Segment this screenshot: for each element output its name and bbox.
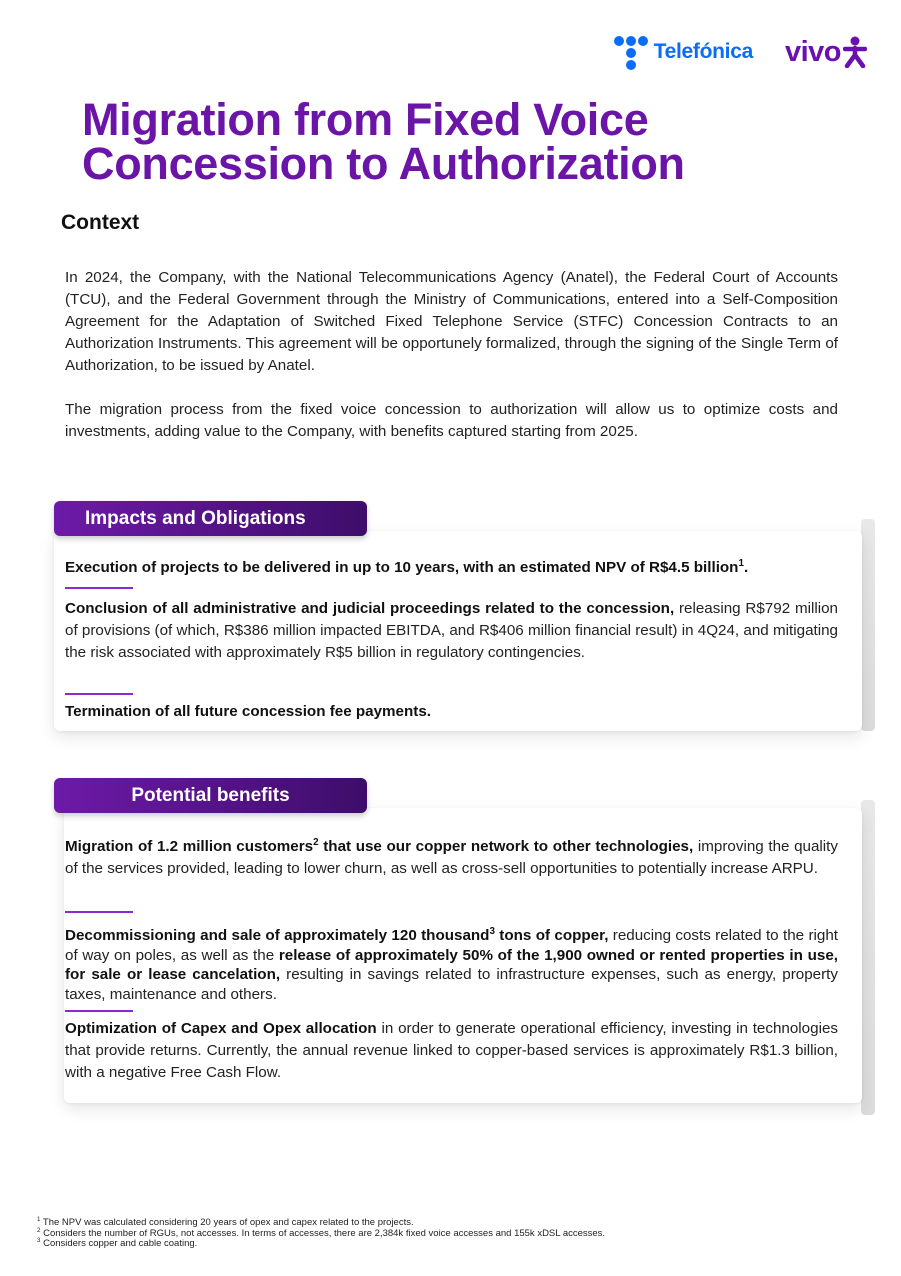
impacts-heading: Impacts and Obligations xyxy=(85,507,306,529)
footnote-2-mark: 2 xyxy=(37,1226,41,1234)
footnote-3-text: Considers copper and cable coating. xyxy=(40,1238,198,1249)
impacts-item-2-bold: Conclusion of all administrative and judicial proceedings related to the concession, xyxy=(65,600,675,617)
page-title xyxy=(82,94,802,189)
benefits-heading: Potential benefits xyxy=(131,784,290,806)
divider xyxy=(65,587,133,589)
divider xyxy=(65,693,133,695)
benefits-item-1-bold-b: that use our copper network to other technologies, xyxy=(318,838,694,855)
benefits-item-2-text-a: reducing costs related to the right of way on poles, as well as the xyxy=(65,927,838,964)
impacts-item-3 xyxy=(65,701,838,723)
footnote-3 xyxy=(37,1236,605,1250)
footnote-1-mark: 1 xyxy=(37,1215,41,1223)
impacts-card-edge xyxy=(861,519,875,731)
benefits-item-1-bold-a: Migration of 1.2 million customers xyxy=(65,838,314,855)
benefits-item-3-bold: Optimization of Capex and Opex allocation xyxy=(65,1020,377,1037)
title-line-2: Concession to Authorization xyxy=(82,138,685,189)
footnote-ref-1: 1 xyxy=(738,557,744,569)
vivo-figure-icon xyxy=(843,36,867,68)
impacts-item-1-bold: Execution of projects to be delivered in up to 10 years, with an estimated NPV of R$4.5 billion xyxy=(65,559,739,576)
vivo-logo xyxy=(785,36,867,69)
benefits-card-edge xyxy=(861,800,875,1115)
benefits-item-3 xyxy=(65,1018,838,1084)
context-paragraph-1: In 2024, the Company, with the National Telecommunications Agency (Anatel), the Federal Court of Accounts (TCU), and the Federal Government through the Ministry of Communications, entered into a Self-Composition Agreement for the Adaptation of Switched Fixed Telephone Service (STFC) Concession Contracts to an Authorization Instruments. This agreement will be opportunely formalized, through the signing of the Single Term of Authorization, to be issued by Anatel. xyxy=(65,269,838,374)
context-paragraph-2: The migration process from the fixed voice concession to authorization will allow us to optimize costs and investments, adding value to the Company, with benefits captured starting from 2025. xyxy=(65,401,838,440)
impacts-item-1-end: . xyxy=(743,559,749,576)
title-line-1: Migration from Fixed Voice xyxy=(82,94,649,145)
impacts-item-1 xyxy=(65,557,838,579)
divider xyxy=(65,1010,133,1012)
vivo-wordmark: vivo xyxy=(784,35,841,68)
context-heading: Context xyxy=(61,211,140,234)
footnote-2-text: Considers the number of RGUs, not accesses. In terms of accesses, there are 2,384k fixed voice accesses and 155k xDSL accesses. xyxy=(40,1227,606,1239)
benefits-heading-tag xyxy=(54,778,367,813)
benefits-item-3-text: in order to generate operational efficiency, investing in technologies that provide returns. Currently, the annual revenue linked to copper-based services is approximately R$1.3 billion, with a negative Free Cash Flow. xyxy=(65,1020,838,1081)
benefits-item-2-bold-b: tons of copper, xyxy=(494,927,609,944)
footnote-1-text: The NPV was calculated considering 20 years of opex and capex related to the projects. xyxy=(40,1217,414,1228)
impacts-heading-tag xyxy=(54,501,367,536)
impacts-item-2-text: releasing R$792 million of provisions (of which, R$386 million impacted EBITDA, and R$406 million financial result) in 4Q24, and mitigating the risk associated with approximately R$5 billion in regulatory contingencies. xyxy=(65,600,838,661)
benefits-item-2-bold-a: Decommissioning and sale of approximately 120 thousand xyxy=(65,927,490,944)
footnote-ref-3: 3 xyxy=(489,925,495,937)
impacts-item-3-bold: Termination of all future concession fee payments. xyxy=(65,703,431,720)
benefits-item-1-text: improving the quality of the services provided, leading to lower churn, as well as cross-sell opportunities to potentially increase ARPU. xyxy=(65,838,838,877)
telefonica-dots-icon xyxy=(614,34,648,70)
footnote-3-mark: 3 xyxy=(37,1236,41,1244)
footnotes xyxy=(37,1215,606,1250)
benefits-item-2-text-b: resulting in savings related to infrastructure expenses, such as energy, property taxes, maintenance and others. xyxy=(65,966,838,1003)
benefits-item-2 xyxy=(65,926,838,1004)
header-logos xyxy=(614,34,867,70)
footnote-ref-2: 2 xyxy=(313,836,319,848)
telefonica-wordmark: Telefónica xyxy=(653,40,753,63)
telefonica-logo xyxy=(614,34,753,70)
divider xyxy=(65,911,133,913)
benefits-item-1 xyxy=(65,836,838,880)
impacts-item-2 xyxy=(65,598,838,664)
benefits-item-2-bold-c: release of approximately 50% of the 1,900 owned or rented properties in use, for sale or lease cancelation, xyxy=(65,946,838,983)
